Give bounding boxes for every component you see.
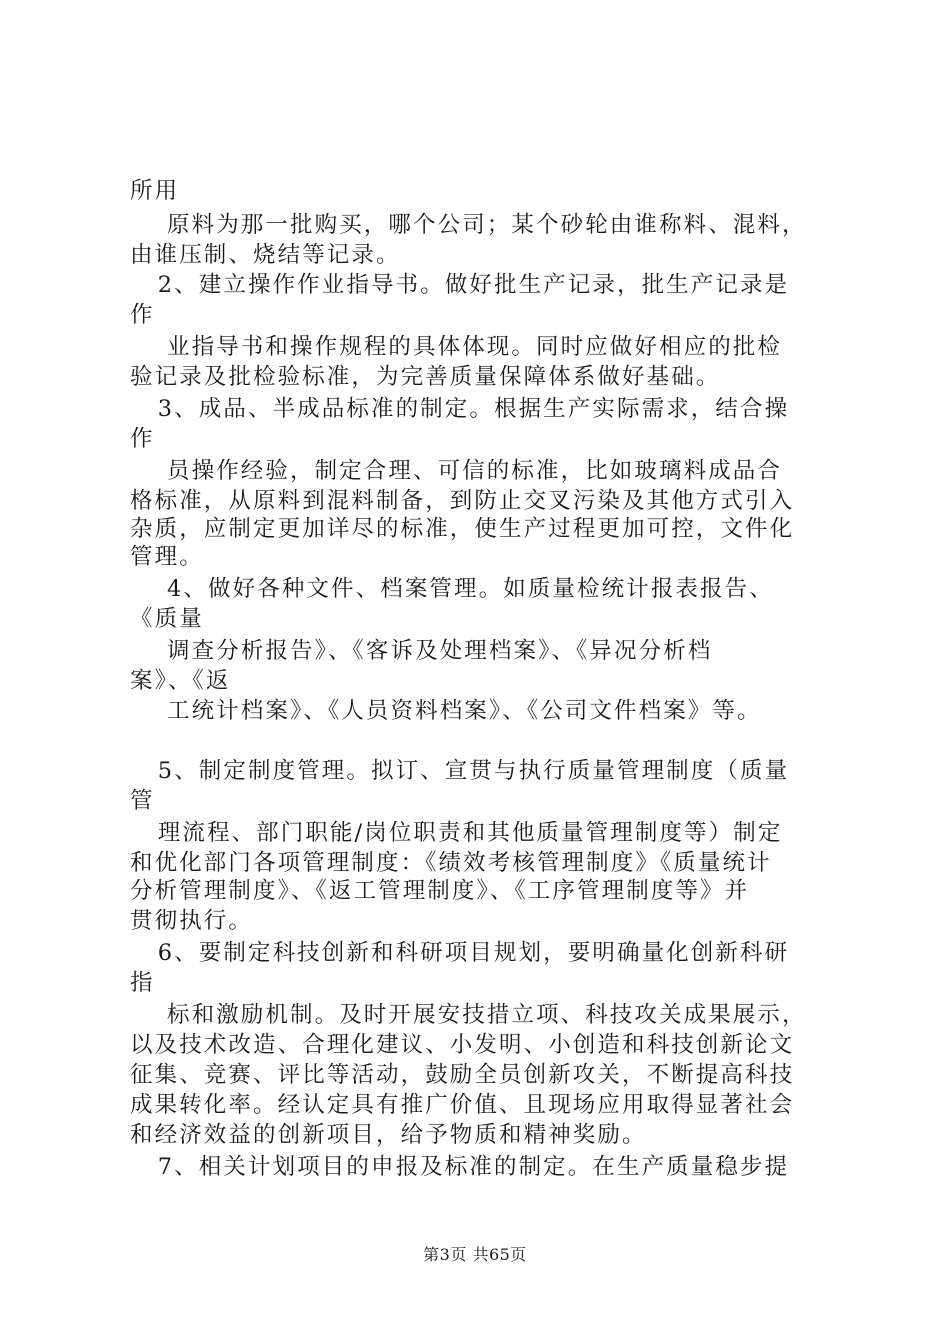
text-line: 作 xyxy=(130,426,155,452)
text-line: 案》、《返 xyxy=(130,668,231,694)
text-line: 标和激励机制。及时开展安技措立项、科技攻关成果展示， xyxy=(130,1002,807,1028)
text-line: 原料为那一批购买，哪个公司；某个砂轮由谁称料、混料， xyxy=(130,212,807,238)
text-line: 作 xyxy=(130,302,155,328)
text-line: 管 xyxy=(130,788,155,814)
text-line: 验记录及批检验标准，为完善质量保障体系做好基础。 xyxy=(130,364,721,390)
text-line: 格标准，从原料到混料制备，到防止交叉污染及其他方式引入 xyxy=(130,488,795,514)
text-line: 2、建立操作作业指导书。做好批生产记录，批生产记录是 xyxy=(130,272,790,298)
text-line: 7、相关计划项目的申报及标准的制定。在生产质量稳步提 xyxy=(130,1154,790,1180)
text-line: 4、做好各种文件、档案管理。如质量检统计报表报告、 xyxy=(130,576,774,602)
text-line: 5、制定制度管理。拟订、宣贯与执行质量管理制度（质量 xyxy=(130,758,790,784)
text-line: 成果转化率。经认定具有推广价值、且现场应用取得显著社会 xyxy=(130,1092,795,1118)
text-line: 以及技术改造、合理化建议、小发明、小创造和科技创新论文 xyxy=(130,1032,795,1058)
text-line: 业指导书和操作规程的具体体现。同时应做好相应的批检 xyxy=(130,334,783,360)
text-line: 征集、竞赛、评比等活动，鼓励全员创新攻关，不断提高科技 xyxy=(130,1062,795,1088)
text-line: 3、成品、半成品标准的制定。根据生产实际需求，结合操 xyxy=(130,396,790,422)
text-line: 和优化部门各项管理制度：《绩效考核管理制度》《质量统计 xyxy=(130,850,772,876)
page-number-footer: 第3页 共65页 xyxy=(423,1245,527,1264)
text-line: 和经济效益的创新项目，给予物质和精神奖励。 xyxy=(130,1122,647,1148)
text-line: 贯彻执行。 xyxy=(130,908,254,934)
text-line: 理流程、部门职能/岗位职责和其他质量管理制度等）制定 xyxy=(130,820,783,846)
text-line: 管理。 xyxy=(130,544,204,570)
text-line: 分析管理制度》、《返工管理制度》、《工序管理制度等》并 xyxy=(130,878,750,904)
text-line: 工统计档案》、《人员资料档案》、《公司文件档案》等。 xyxy=(130,698,762,724)
text-line: 6、要制定科技创新和科研项目规划，要明确量化创新科研 xyxy=(130,940,790,966)
text-line: 所用 xyxy=(130,178,180,204)
text-line: 《质量 xyxy=(130,606,204,632)
text-line: 指 xyxy=(130,970,155,996)
text-line: 杂质，应制定更加详尽的标准，使生产过程更加可控，文件化 xyxy=(130,516,795,542)
text-line: 由谁压制、烧结等记录。 xyxy=(130,242,401,268)
text-line: 员操作经验，制定合理、可信的标准，比如玻璃料成品合 xyxy=(130,458,783,484)
text-line: 调查分析报告》、《客诉及处理档案》、《异况分析档 xyxy=(130,638,713,664)
